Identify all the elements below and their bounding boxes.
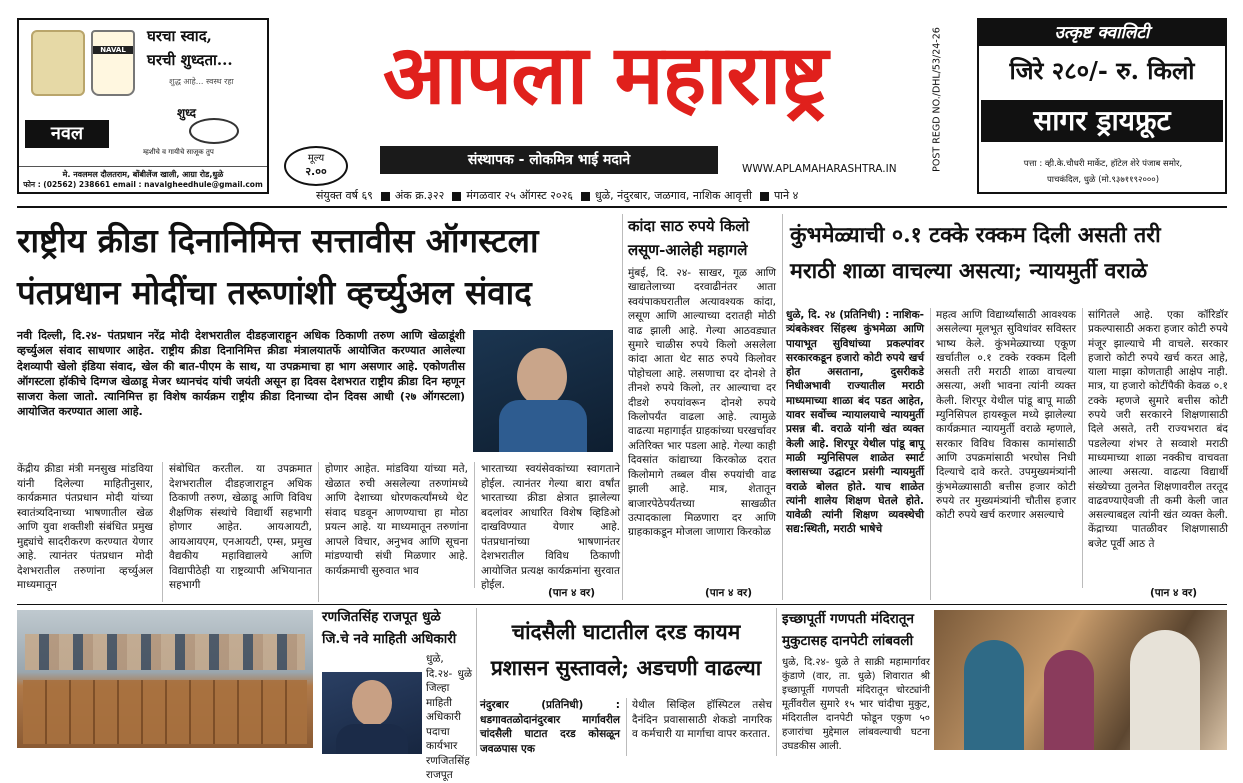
dateline-editions: धुळे, नंदुरबार, जळगाव, नाशिक आवृत्ती: [595, 189, 752, 202]
lead-continued[interactable]: (पान ४ वर): [548, 587, 596, 599]
kumbh-headline-2: मराठी शाळा वाचल्या असत्या; न्यायमुर्ती वराळे: [790, 259, 1148, 284]
chandsaili-col-2: येथील सिव्हिल हॉस्पिटल तसेच दैनंदिन प्रवासासाठी शेकडो नागरिक व कर्मचारी या मार्गाचा वापर करतात.: [626, 698, 772, 756]
rajput-headline-2: जि.चे नवे माहिती अधिकारी: [322, 631, 457, 647]
ad-address-2: पाचकंदिल, धुळे (मो.९३७११९२०००): [1046, 175, 1160, 185]
ad-shop: सागर ड्रायफ्रूट: [981, 100, 1223, 142]
lead-col-1: केंद्रीय क्रीडा मंत्री मनसुख मांडविया यांनी दिलेल्या माहितीनुसार, कार्यक्रमात पंतप्रधान मोदी यांच्या स्वातंत्र्यदिनाच्या भाषणातील खेळ आणि युवा शक्तीशी संबंधित प्रमुख मुद्द्यांचे सादरीकरण करण्यात येणार आहे. त्यानंतर पंतप्रधान मोदी देशभरातील तरुणांना व्हर्च्युअल माध्यमातून: [17, 463, 153, 591]
website-link[interactable]: WWW.APLAMAHARASHTRA.IN: [742, 163, 897, 175]
price-label: मूल्य: [307, 153, 325, 164]
lead-col-4: भारताच्या स्वयंसेवकांच्या स्वागताने होईल. त्यानंतर गेल्या बारा वर्षांत भारताच्या क्रीडा क्षेत्रात झालेल्या बदलांवर आधारित विशेष व्हिडिओ दाखविण्यात येणार आहे. पंतप्रधानांच्या भाषणानंतर देशभरातील विविध ठिकाणी आयोजित प्रत्यक्ष कार्यक्रमांना सुरवात होईल.: [474, 462, 620, 588]
ad-tagline-2: घरची शुध्दता...: [147, 51, 233, 69]
onion-rule: [622, 214, 623, 600]
ad-badge-sub: म्हशीचे व गायीचे साजूक तुप: [143, 148, 214, 156]
ichhapurti-rule: [776, 608, 777, 756]
onion-headline-2: लसूण-आलेही महागले: [628, 241, 748, 259]
chandsaili-headline-2: प्रशासन सुस्तावले; अडचणी वाढल्या: [490, 655, 762, 680]
lead-photo-modi: [473, 330, 613, 452]
header-rule: [17, 206, 1227, 208]
ad-quality: उत्कृष्ट क्वालिटी: [979, 20, 1225, 46]
chandsaili-headline-1: चांदसैली घाटातील दरड कायम: [511, 619, 741, 644]
lead-intro: नवी दिल्ली, दि.२४- पंतप्रधान नरेंद्र मोदी देशभरातील दीडहजाराहून अधिक ठिकाणी तरुण आणि खेळाडूंशी व्हर्च्युअल संवाद साधणार आहेत. राष्ट्रीय क्रीडा दिनानिमित्त क्रीडा मंत्रालयातर्फे आयोजित करण्यात आलेल्या देशव्यापी खेलो इंडिया संवाद, खेल की बात-पीएम के साथ, या उपक्रमाचा हा भाग असणार आहे. एकोणतीस ऑगस्टला हॉकीचे दिग्गज खेळाडू मेजर ध्यानचंद यांची जयंती असून हा दिवस देशभरात राष्ट्रीय क्रीडा दिन म्हणून साजरा केला जातो. त्यानिमित्त हा विशेष कार्यक्रम राष्ट्रीय क्रीडा दिनाच्या दोन दिवस आधी (२७ ऑगस्टला) आयोजित करण्यात आला आहे.: [17, 329, 465, 419]
masthead-title: आपला महाराष्ट्र: [382, 27, 828, 123]
rajput-body: धुळे, दि.२४- धुळे जिल्हा माहिती अधिकारी पदाचा कार्यभार रणजितसिंह राजपूत: [426, 653, 472, 781]
founder-banner: संस्थापक - लोकमित्र भाई मदाने: [380, 146, 718, 174]
dateline-year: संयुक्त वर्ष ६९: [316, 189, 373, 202]
rajput-headline-1: रणजितसिंह राजपूत धुळे: [322, 609, 441, 625]
price-value: २.००: [305, 165, 327, 178]
ad-badge: शुध्द: [177, 106, 197, 120]
ichhapurti-body: धुळे, दि.२४- धुळे ते साक्री महामार्गावर कुंडाणे (वार, ता. धुळे) शिवारात श्री इच्छापूर्ती गणपती मंदिरातून चोरट्यांनी मूर्तीवरील सुमारे १५ भार चांदीचा मुकुट, मंदिरातील दानपेटी फोडून एकुण ५० हजारांचा मुद्देमाल लांबवल्याची घटना उघडकीस आली.: [782, 657, 930, 752]
ad-brand-logo: नवल: [25, 120, 109, 148]
ad-address: मे. नवलमल दौलतराम, बोंबीलेंज खाली, आग्रा रोड,धुळे: [19, 166, 267, 180]
ad-badge-circle: [189, 118, 239, 144]
kumbh-col-1: धुळे, दि. २४ (प्रतिनिधी) : नाशिक-त्र्यंबकेश्वर सिंहस्थ कुंभमेळा आणि पायाभूत सुविधांच्या प्रकल्पांवर सरकारकडून हजारो कोटी रुपये खर्च होत असताना, दुसरीकडे निधीअभावी राज्यातील मराठी माध्यमाच्या शाळा बंद पडत आहेत, यावर सर्वोच्च न्यायालयाचे न्यायमुर्ती प्रसन्न बी. वराळे यांनी खंत व्यक्त केली आहे. शिरपूर येथील पांडू बापू माळी म्युनिसिपल शाळेत स्मार्ट क्लासच्या उद्घाटन प्रसंगी न्यायमुर्ती वराळे बोलत होते. याच शाळेत त्यांनी शालेय शिक्षण घेतले होते. यावेळी त्यांनी शिक्षण व्यवस्थेची सद्य:स्थिती, मराठी भाषेचे: [786, 309, 924, 536]
chandsaili-col-1: नंदुरबार (प्रतिनिधी) : धडगावतळोदानंदुरबार मार्गावरील चांदसैली घाटात दरड कोसळून जवळपास एक: [480, 699, 620, 755]
ad-tagline-1: घरचा स्वाद,: [147, 27, 212, 45]
chandsaili-rule: [476, 608, 477, 756]
post-regd: POST REGD NO./DHL/53/24-26: [931, 27, 943, 172]
ad-phone: फोन : (02562) 238661 email : navalgheedhule@gmail.com: [23, 180, 263, 189]
kumbh-col-2: महत्व आणि विद्यार्थ्यांसाठी आवश्यक असलेल्या मूलभूत सुविधांवर सविस्तर भाष्य केले. कुंभमेळ्याच्या एकूण खर्चातील ०.१ टक्के रक्कम दिली असती तरी मराठी शाळा वाचल्या असत्या, अशी भावना त्यांनी व्यक्त केली. शिरपूर येथील पांडू बापू माळी म्युनिसिपल हायस्कूल मध्ये झालेल्या कार्यक्रमात न्यायमुर्ती वराळे म्हणाले, सरकार विविध विकास कामांसाठी आणि उपक्रमांसाठी भरघोस निधी दिल्याचे दावे करते. उपमुख्यमंत्र्यांनी कुंभमेळ्यासाठी बत्तीस हजार कोटी रुपये तर मुख्यमंत्र्यांनी चौतीस हजार कोटी रुपये खर्च करणार असल्याचे: [930, 308, 1076, 600]
ad-sagar-dryfruit[interactable]: [977, 18, 1227, 194]
kumbh-continued[interactable]: (पान ४ वर): [1150, 587, 1198, 599]
ad-tagline-3: शुद्ध आहे... स्वस्थ रहा: [169, 77, 234, 86]
kumbh-headline-1: कुंभमेळ्याची ०.१ टक्के रक्कम दिली असती तरी: [790, 223, 1161, 248]
lead-col-3: होणार आहेत. मांडविया यांच्या मते, खेळात रुची असलेल्या तरुणांमध्ये आणि देशाच्या धोरणकर्त्यांमध्ये थेट संवाद घडवून आणण्याचा हा मोठा प्रयत्न आहे. या माध्यमातून तरुणांना आपले विचार, अनुभव आणि सूचना मांडण्याची संधी मिळणार आहे. कार्यक्रमाची सुरुवात भाव: [318, 462, 468, 602]
lead-headline-1: राष्ट्रीय क्रीडा दिनानिमित्त सत्तावीस ऑगस्टला: [17, 221, 539, 260]
section-rule: [17, 604, 1227, 605]
ghee-jar-icon: [31, 30, 85, 96]
ichhapurti-headline-1: इच्छापूर्ती गणपती मंदिरातून: [782, 611, 914, 627]
kumbh-col-3: सांगितले आहे. एका कॉरिडॉर प्रकल्पासाठी अकरा हजार कोटी रुपये मंजूर झाल्याचे मी वाचले. सरकार हजारो कोटी रुपये खर्च करत आहे, याला माझा कोणताही आक्षेप नाही. मात्र, या हजारो कोटींपैकी केवळ ०.१ टक्के म्हणजे सुमारे बत्तीस कोटी रुपये जरी सरकारने शिक्षणासाठी दिले असते, तरी राज्यभरात बंद पडलेल्या शंभर ते सव्वाशे मराठी माध्यमाच्या शाळा नक्कीच वाचवता आल्या असत्या. वाढत्या विद्यार्थी संख्येच्या तुलनेत शिक्षणावरील तरतूद वाढवण्याऐवजी ती कमी केली जात असल्याबद्दल त्यांनी खंत व्यक्त केली. केंद्राच्या पातळीवर शिक्षणासाठी बजेट पूर्वी आठ ते: [1082, 308, 1228, 588]
ad-product: जिरे २८०/- रु. किलो: [1009, 56, 1195, 85]
photo-police-seizure: [17, 610, 313, 748]
ichhapurti-headline-2: मुकुटासह दानपेटी लांबवली: [782, 633, 914, 649]
onion-headline-1: कांदा साठ रुपये किलो: [628, 217, 750, 235]
dateline-pages: पाने ४: [773, 189, 799, 202]
ad-address-1: पत्ता : व्ही.के.चौधरी मार्केट, हॉटेल शेरे पंजाब समोर,: [1023, 159, 1183, 169]
milk-pack-icon: NAVAL: [91, 30, 135, 96]
lead-headline-2: पंतप्रधान मोदींचा तरूणांशी व्हर्च्युअल संवाद: [17, 273, 532, 312]
onion-continued[interactable]: (पान ४ वर): [705, 587, 753, 599]
ad-naval-ghee[interactable]: [17, 18, 269, 194]
dateline: [316, 188, 926, 203]
dateline-date: मंगळवार २५ ऑगस्ट २०२६: [466, 189, 574, 202]
dateline-issue: अंक क्र.३२२: [394, 189, 445, 202]
kumbh-rule: [782, 214, 783, 600]
lead-col-2: संबोधित करतील. या उपक्रमात देशभरातील दीडहजाराहून अधिक ठिकाणी तरुण, खेळाडू आणि विविध शैक्षणिक संस्थांचे विद्यार्थी सहभागी होणार आहेत. आयआयटी, आयआयएम, एनआयटी, एम्स, प्रमुख वैद्यकीय महाविद्यालये आणि विद्यापीठेही या राष्ट्रव्यापी अभियानात सहभागी: [162, 462, 312, 602]
onion-body: मुंबई, दि. २४- साखर, गूळ आणि खाद्यतेलाच्या दरवाढीनंतर आता स्वयंपाकघरातील अत्यावश्यक कांदा, लसूण आणि आल्याच्या दरातही मोठी वाढ झाली आहे. गेल्या आठवड्यात सुमारे चाळीस रुपये किलो असलेला कांदा आता थेट साठ रुपये किलोवर पोहोचला आहे. लसणाचा दर दोनशे ते तीनशे रुपये किलो, तर आल्याचा दर दीडशे रुपयांवरून दोनशे रुपये किलोपर्यंत वाढला आहे. त्यामुळे वाढत्या महागाईत ग्राहकांच्या घरखर्चावर अतिरिक्त भार पडला आहे. गेल्या काही दिवसांत कांद्याच्या किरकोळ दरात किलोमागे तब्बल वीस रुपयांची वाढ झाली आहे. मात्र, शेतातून बाजारपेठेपर्यंतच्या साखळीत उत्पादकाला मिळणारा दर आणि ग्राहकाकडून मोजला जाणारा किरकोळ: [628, 267, 776, 539]
price-badge: [284, 146, 348, 186]
photo-temple-event: [934, 610, 1227, 750]
